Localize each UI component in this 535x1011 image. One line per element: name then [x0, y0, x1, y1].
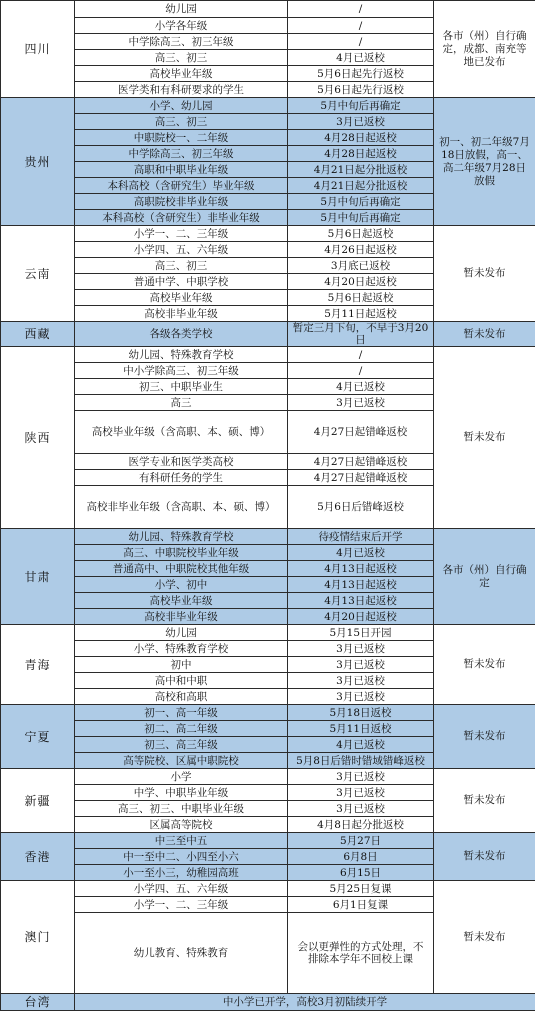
grade-cell: 高校毕业年级（含高职、本、硕、博）	[75, 411, 288, 454]
grade-cell: 高校非毕业年级（含高职、本、硕、博）	[75, 486, 288, 529]
grade-cell: 普通高中、中职院校其他年级	[75, 561, 288, 577]
return-date-cell: 4月20日起返校	[288, 274, 434, 290]
grade-cell: 初二、高二年级	[75, 721, 288, 737]
return-date-cell: 4月已返校	[288, 379, 434, 395]
return-date-cell: 5月6日起先行返校	[288, 82, 434, 98]
return-date-cell: 3月已返校	[288, 395, 434, 411]
grade-cell: 本科高校（含研究生）毕业年级	[75, 178, 288, 194]
table-row	[1, 769, 535, 785]
grade-cell: 初三、高三年级	[75, 737, 288, 753]
grade-cell: 高校毕业年级	[75, 66, 288, 82]
grade-cell: 初一、高一年级	[75, 705, 288, 721]
holiday-note-cell: 各市（州）自行确定，成都、南充等地已发布	[434, 1, 535, 98]
grade-cell: 初中	[75, 657, 288, 673]
province-cell: 贵州	[1, 98, 75, 226]
return-date-cell: 6月1日复课	[288, 897, 434, 913]
return-date-cell: 4月27日起错峰返校	[288, 411, 434, 454]
grade-cell: 中职院校一、二年级	[75, 130, 288, 146]
return-date-cell: 4月28日起返校	[288, 130, 434, 146]
return-date-cell: 5月中旬后再确定	[288, 194, 434, 210]
table-row	[1, 98, 535, 114]
grade-cell: 高校非毕业年级	[75, 609, 288, 625]
table-row	[1, 322, 535, 347]
grade-cell: 小学	[75, 769, 288, 785]
return-date-cell: 5月中旬后再确定	[288, 210, 434, 226]
grade-cell: 幼儿园、特殊教育学校	[75, 347, 288, 363]
return-date-cell: 3月已返校	[288, 641, 434, 657]
return-date-cell: 5月中旬后再确定	[288, 98, 434, 114]
grade-cell: 高三	[75, 395, 288, 411]
province-cell: 澳门	[1, 881, 75, 994]
return-date-cell: 4月28日起返校	[288, 146, 434, 162]
return-date-cell: 3月底已返校	[288, 258, 434, 274]
grade-cell: 中学除高三、初三年级	[75, 146, 288, 162]
return-date-cell: 3月已返校	[288, 657, 434, 673]
grade-cell: 中学、中职毕业年级	[75, 785, 288, 801]
grade-cell: 本科高校（含研究生）非毕业年级	[75, 210, 288, 226]
return-date-cell: 4月13日起返校	[288, 593, 434, 609]
return-date-cell: 3月已返校	[288, 673, 434, 689]
table-row	[1, 1, 535, 18]
grade-cell: 中学除高三、初三年级	[75, 34, 288, 50]
return-date-cell: 6月8日	[288, 849, 434, 865]
province-cell: 甘肃	[1, 529, 75, 625]
return-date-cell: 暂定三月下旬，不早于3月20日	[288, 322, 434, 347]
grade-cell: 高职和中职毕业年级	[75, 162, 288, 178]
return-date-cell: 待疫情结束后开学	[288, 529, 434, 545]
province-cell: 新疆	[1, 769, 75, 833]
holiday-note-cell: 暂未发布	[434, 322, 535, 347]
return-date-cell: 6月15日	[288, 865, 434, 881]
grade-cell: 有科研任务的学生	[75, 470, 288, 486]
return-date-cell: 5月15日开园	[288, 625, 434, 641]
return-date-cell: 5月11日起返校	[288, 306, 434, 322]
grade-cell: 区属高等院校	[75, 817, 288, 833]
table-row	[1, 705, 535, 721]
return-date-cell: 会以更弹性的方式处理，不排除本学年不回校上课	[288, 913, 434, 994]
holiday-note-cell: 暂未发布	[434, 833, 535, 881]
grade-cell: 幼儿园	[75, 1, 288, 18]
holiday-note-cell: 暂未发布	[434, 881, 535, 994]
holiday-note-cell: 暂未发布	[434, 347, 535, 529]
holiday-note-cell: 暂未发布	[434, 625, 535, 705]
grade-cell: 中一至中二、小四至小六	[75, 849, 288, 865]
grade-cell: 幼儿教育、特殊教育	[75, 913, 288, 994]
grade-cell: 中小学除高三、初三年级	[75, 363, 288, 379]
grade-cell: 小学四、五、六年级	[75, 881, 288, 897]
holiday-note-cell: 暂未发布	[434, 226, 535, 322]
return-date-cell: 5月6日起返校	[288, 290, 434, 306]
table-row	[1, 226, 535, 242]
grade-cell: 医学专业和医学类高校	[75, 454, 288, 470]
grade-cell: 高职院校非毕业年级	[75, 194, 288, 210]
grade-cell: 普通中学、中职学校	[75, 274, 288, 290]
grade-cell: 高三、初三	[75, 114, 288, 130]
return-date-cell: 4月20日起返校	[288, 609, 434, 625]
return-date-cell: 4月8日起分批返校	[288, 817, 434, 833]
grade-cell: 高等院校、区属中职院校	[75, 753, 288, 769]
grade-cell: 中三至中五	[75, 833, 288, 849]
province-cell: 西藏	[1, 322, 75, 347]
return-date-cell: 3月已返校	[288, 785, 434, 801]
return-date-cell: 4月已返校	[288, 737, 434, 753]
return-date-cell: 5月27日	[288, 833, 434, 849]
grade-cell: 高校和高职	[75, 689, 288, 705]
taiwan-status-cell: 中小学已开学，高校3月初陆续开学	[75, 994, 535, 1011]
grade-cell: 幼儿园、特殊教育学校	[75, 529, 288, 545]
return-date-cell: 5月18日返校	[288, 705, 434, 721]
grade-cell: 医学类和有科研要求的学生	[75, 82, 288, 98]
table-body	[1, 1, 535, 1011]
grade-cell: 高三、初三、中职毕业年级	[75, 801, 288, 817]
grade-cell: 高三、中职院校毕业年级	[75, 545, 288, 561]
return-date-cell: /	[288, 18, 434, 34]
table-row	[1, 625, 535, 641]
grade-cell: 小学、特殊教育学校	[75, 641, 288, 657]
return-date-cell: 4月13日起返校	[288, 561, 434, 577]
grade-cell: 幼儿园	[75, 625, 288, 641]
return-date-cell: 5月6日起返校	[288, 226, 434, 242]
grade-cell: 各级各类学校	[75, 322, 288, 347]
return-date-cell: 4月已返校	[288, 545, 434, 561]
grade-cell: 初三、中职毕业生	[75, 379, 288, 395]
province-cell: 台湾	[1, 994, 75, 1011]
province-cell: 陕西	[1, 347, 75, 529]
grade-cell: 高三、初三	[75, 50, 288, 66]
return-date-cell: 4月21日起分批返校	[288, 162, 434, 178]
grade-cell: 小学各年级	[75, 18, 288, 34]
grade-cell: 高中和中职	[75, 673, 288, 689]
return-date-cell: 4月13日起返校	[288, 577, 434, 593]
holiday-note-cell: 暂未发布	[434, 769, 535, 833]
grade-cell: 小学、初中	[75, 577, 288, 593]
table-row	[1, 529, 535, 545]
return-date-cell: 3月已返校	[288, 689, 434, 705]
province-cell: 青海	[1, 625, 75, 705]
return-date-cell: 5月6日后错峰返校	[288, 486, 434, 529]
holiday-note-cell: 暂未发布	[434, 705, 535, 769]
return-date-cell: 4月27日起错峰返校	[288, 470, 434, 486]
grade-cell: 小一至小三，幼稚园高班	[75, 865, 288, 881]
table-row	[1, 994, 535, 1011]
return-date-cell: /	[288, 347, 434, 363]
grade-cell: 高校毕业年级	[75, 290, 288, 306]
grade-cell: 高校非毕业年级	[75, 306, 288, 322]
holiday-note-cell: 初一、初二年级7月18日放假，高一、高二年级7月28日放假	[434, 98, 535, 226]
province-cell: 云南	[1, 226, 75, 322]
return-date-cell: 4月21日起分批返校	[288, 178, 434, 194]
table-row	[1, 881, 535, 897]
grade-cell: 小学、幼儿园	[75, 98, 288, 114]
return-date-cell: /	[288, 363, 434, 379]
grade-cell: 高校毕业年级	[75, 593, 288, 609]
province-cell: 宁夏	[1, 705, 75, 769]
return-date-cell: 5月11日返校	[288, 721, 434, 737]
province-cell: 香港	[1, 833, 75, 881]
grade-cell: 小学一、二、三年级	[75, 226, 288, 242]
grade-cell: 小学四、五、六年级	[75, 242, 288, 258]
province-cell: 四川	[1, 1, 75, 98]
return-date-cell: /	[288, 1, 434, 18]
return-date-cell: 5月6日起先行返校	[288, 66, 434, 82]
table-row	[1, 347, 535, 363]
grade-cell: 小学一、二、三年级	[75, 897, 288, 913]
return-date-cell: 4月26日起返校	[288, 242, 434, 258]
return-date-cell: 3月已返校	[288, 769, 434, 785]
return-date-cell: 5月8日后错时错域错峰返校	[288, 753, 434, 769]
return-date-cell: 5月25日复课	[288, 881, 434, 897]
grade-cell: 高三、初三	[75, 258, 288, 274]
holiday-note-cell: 各市（州）自行确定	[434, 529, 535, 625]
return-date-cell: 4月已返校	[288, 50, 434, 66]
return-date-cell: 3月已返校	[288, 801, 434, 817]
return-date-cell: /	[288, 34, 434, 50]
table-row	[1, 833, 535, 849]
return-date-cell: 4月27日起错峰返校	[288, 454, 434, 470]
return-date-cell: 3月已返校	[288, 114, 434, 130]
